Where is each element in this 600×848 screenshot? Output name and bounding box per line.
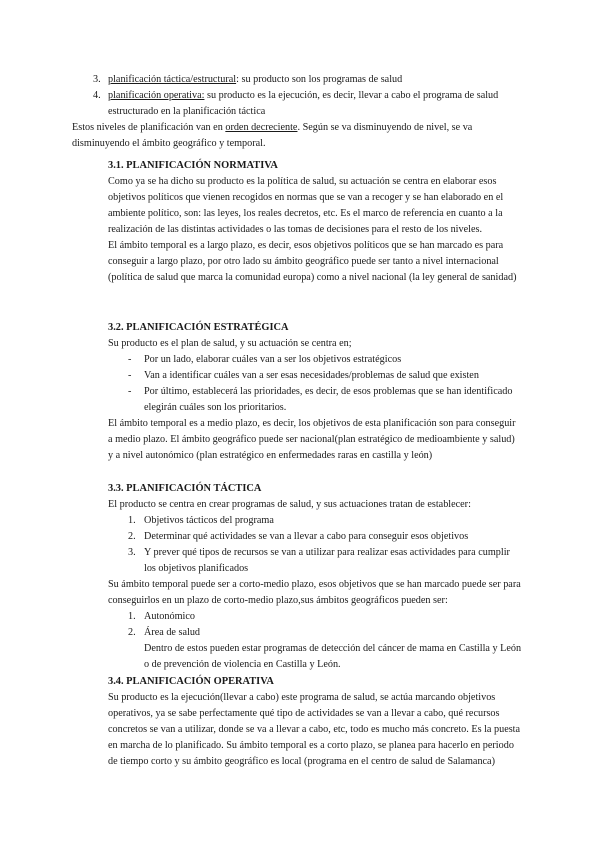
intro-block: [72, 72, 522, 152]
paragraph-indented: Dentro de estos pueden estar programas de detección del cáncer de mama en Castilla y León o de prevención de violencia en Castilla y León.: [144, 643, 522, 670]
paragraph: Su producto es el plan de salud, y su actuación se centra en;: [108, 338, 352, 349]
section-heading: 3.1. PLANIFICACIÓN NORMATIVA: [108, 160, 278, 171]
paragraph: Su producto es la ejecución(llevar a cabo) este programa de salud, se actúa marcando objetivos operativos, ya se sabe perfectamente qué tipo de actividades se van a llevar a cabo, qué recursos concretos se van a utilizar, donde se va a llevar a cabo, etc, todo es mucho más concreto. Es la puesta en marcha de lo planificado. Su ámbito temporal es a corto plazo, se planea para hacerlo en periodo de tiempo corto y su ámbito geográfico es local (programa en el centro de salud de Salamanca): [108, 692, 521, 767]
order-link-text: orden decreciente: [225, 122, 298, 133]
list-item: 3. Y prever qué tipos de recursos se van a utilizar para realizar esas actividades para cumplir los objetivos planificados: [128, 547, 510, 574]
paragraph: El ámbito temporal es a medio plazo, es decir, los objetivos de esta planificación son para conseguir a medio plazo. El ámbito geográfico puede ser nacional(plan estratégico de medioambiente y salud) y a nivel autonómico (plan estratégico en enfermedades raras en castilla y león): [108, 418, 516, 461]
bullet-item: - Por último, establecerá las prioridades, es decir, de esos problemas que se han identificado elegirán cuáles son los prioritarios.: [128, 386, 513, 413]
bullet-item: - Van a identificar cuáles van a ser esas necesidades/problemas de salud que existen: [128, 370, 479, 381]
paragraph: Como ya se ha dicho su producto es la política de salud, su actuación se centra en elaborar esos objetivos políticos que vienen recogidos en normas que se van a recoger y se han elaborado en el ambiente político, son: las leyes, los reales decretos, etc. Es el marco de referencia en cuanto a la realización de las distintas actividades o las tomas de decisiones para el resto de los niveles.: [108, 176, 504, 235]
section-estrategica: [108, 320, 522, 464]
section-heading: 3.3. PLANIFICACIÓN TÁCTICA: [108, 483, 262, 494]
paragraph: El producto se centra en crear programas de salud, y sus actuaciones tratan de establecer:: [108, 499, 471, 510]
item-number: 4.: [93, 90, 101, 101]
list-item: 1. Objetivos tácticos del programa: [128, 515, 274, 526]
paragraph: El ámbito temporal es a largo plazo, es decir, esos objetivos políticos que se han marcado es para conseguir a largo plazo, por otro lado su ámbito geográfico puede ser tanto a nivel internacional (política de salud que marca la comunidad europa) como a nivel nacional (la ley general de sanidad): [108, 240, 517, 283]
section-operativa: [108, 674, 522, 770]
section-heading: 3.4. PLANIFICACIÓN OPERATIVA: [108, 676, 274, 687]
paragraph: Su ámbito temporal puede ser a corto-medio plazo, esos objetivos que se han marcado puede ser para conseguirlos en un plazo de corto-medio plazo,sus ámbitos geográficos pueden ser:: [108, 579, 521, 606]
item-number: 3.: [93, 74, 101, 85]
item-label: planificación operativa:: [108, 90, 205, 101]
bullet-item: - Por un lado, elaborar cuáles van a ser los objetivos estratégicos: [128, 354, 402, 365]
intro-item-3: [72, 72, 522, 88]
list-item: 1. Autonómico: [128, 611, 195, 622]
item-text: : su producto son los programas de salud: [236, 74, 403, 85]
section-tactica: [108, 481, 522, 673]
section-heading: 3.2. PLANIFICACIÓN ESTRATÉGICA: [108, 322, 289, 333]
item-text: su producto es la ejecución, es decir, llevar a cabo el programa de salud estructurado en la planificación táctica: [108, 90, 499, 117]
intro-paragraph: Estos niveles de planificación van en orden decreciente. Según se va disminuyendo de nivel, se va disminuyendo el ámbito geográfico y temporal.: [72, 122, 473, 149]
intro-item-4: [72, 88, 522, 120]
list-item: 2. Área de salud: [128, 627, 201, 638]
item-label: planificación táctica/estructural: [108, 74, 237, 85]
section-normativa: [108, 158, 522, 286]
list-item: 2. Determinar qué actividades se van a llevar a cabo para conseguir esos objetivos: [128, 531, 469, 542]
